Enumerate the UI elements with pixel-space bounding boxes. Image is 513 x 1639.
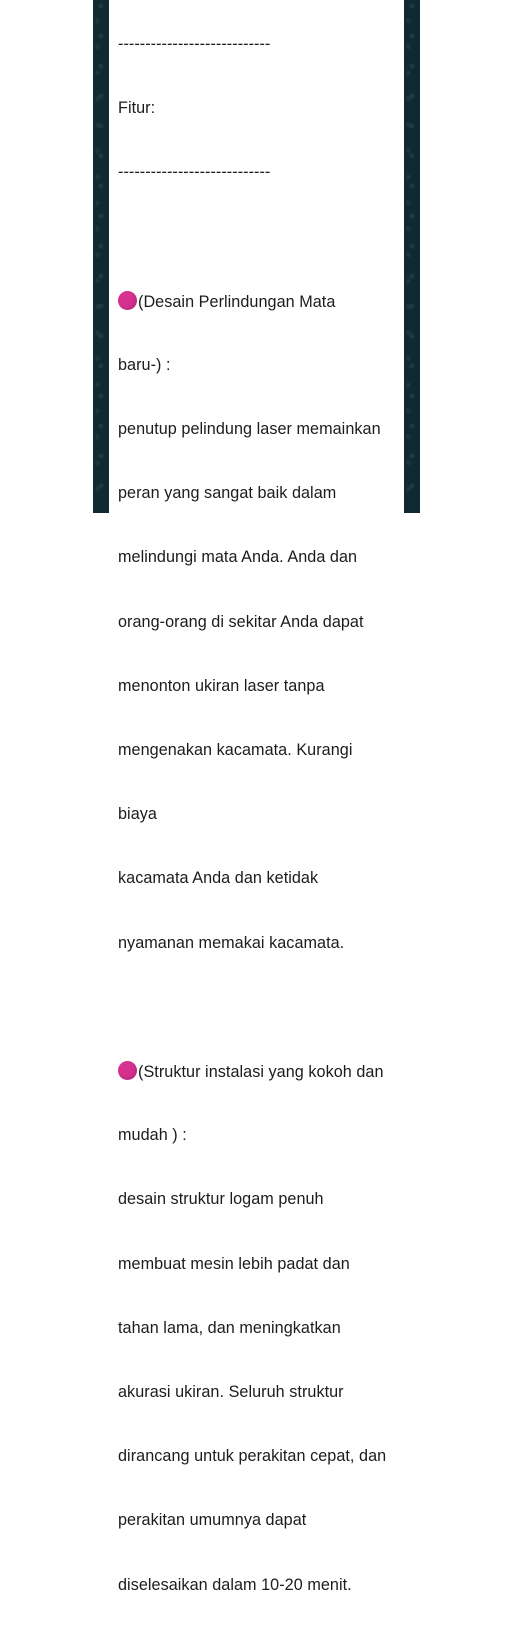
description-line: tahan lama, dan meningkatkan <box>118 1318 341 1337</box>
chat-wallpaper-left <box>93 0 109 513</box>
blank-line <box>118 997 404 1018</box>
blank-line <box>118 226 404 247</box>
description-line: orang-orang di sekitar Anda dapat <box>118 612 364 631</box>
description-line: membuat mesin lebih padat dan <box>118 1254 350 1273</box>
pink-circle-emoji-icon <box>118 1061 137 1080</box>
description-line: melindungi mata Anda. Anda dan <box>118 548 358 567</box>
description-line: dirancang untuk perakitan cepat, dan <box>118 1447 387 1466</box>
message-text <box>118 0 404 1639</box>
separator-line: ---------------------------- <box>118 34 271 53</box>
feature-title-line: baru-) : <box>118 355 171 374</box>
description-line: akurasi ukiran. Seluruh struktur <box>118 1383 344 1402</box>
description-line: biaya <box>118 805 157 824</box>
chat-wallpaper-right <box>404 0 420 513</box>
feature-title-text: (Desain Perlindungan Mata <box>138 292 336 311</box>
right-margin <box>420 0 513 513</box>
features-heading: Fitur: <box>118 99 156 118</box>
feature-title-line: mudah ) : <box>118 1126 187 1145</box>
left-margin <box>0 0 93 513</box>
description-line: menonton ukiran laser tanpa <box>118 676 325 695</box>
feature-title-line <box>118 291 404 312</box>
separator-line: ---------------------------- <box>118 163 271 182</box>
feature-title-text: (Struktur instalasi yang kokoh dan <box>138 1063 384 1082</box>
description-line: mengenakan kacamata. Kurangi <box>118 741 353 760</box>
description-line: peran yang sangat baik dalam <box>118 484 337 503</box>
feature-title-line <box>118 1061 404 1082</box>
description-line: nyamanan memakai kacamata. <box>118 933 345 952</box>
pink-circle-emoji-icon <box>118 291 137 310</box>
description-line: perakitan umumnya dapat <box>118 1511 307 1530</box>
description-line: diselesaikan dalam 10-20 menit. <box>118 1575 352 1594</box>
description-line: kacamata Anda dan ketidak <box>118 869 319 888</box>
message-bubble[interactable] <box>109 0 404 1594</box>
description-line: desain struktur logam penuh <box>118 1190 324 1209</box>
description-line: penutup pelindung laser memainkan <box>118 420 381 439</box>
